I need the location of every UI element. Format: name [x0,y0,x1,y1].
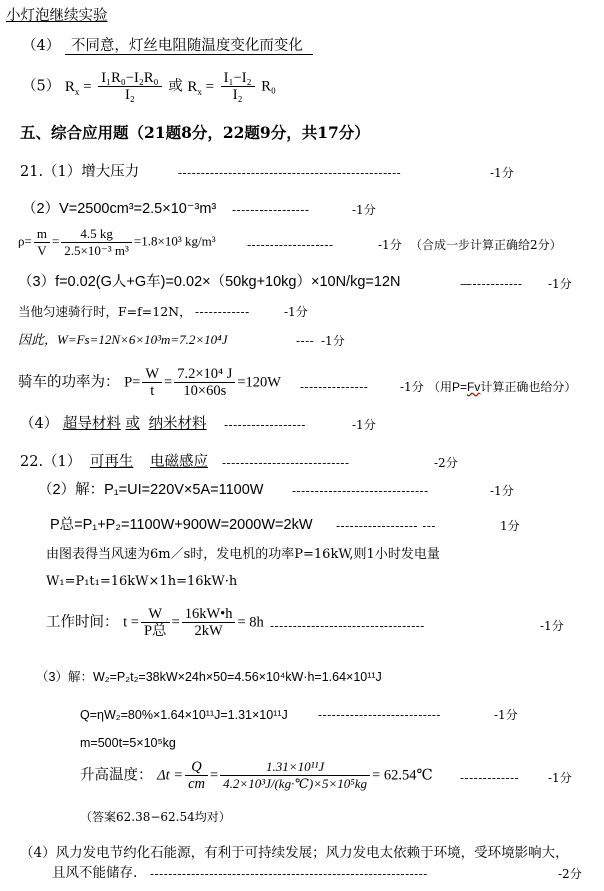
temp-numerator: 1.31×10¹¹J [220,759,370,776]
power-label: 骑车的功率为： [18,374,120,391]
power-note-b: 计算正确也给分） [480,380,577,394]
q22-4b-text: 且风不能储存. [52,865,138,881]
q21-3-score: -1分 [548,277,572,291]
r0-symbol: R₀ [261,78,276,95]
q21-3b-score: -1分 [284,305,308,319]
power-note-a: （用P= [428,380,468,394]
fraction-2 [221,70,255,103]
power-line [18,366,281,399]
rx-symbol: R [64,78,75,95]
q21-1-score: -1分 [490,166,514,180]
q22-2c-text: 由图表得当风速为6m／s时，发电机的功率P=16kW,则1小时发电量 [46,547,440,562]
rx-subscript: x [74,86,80,97]
q22-2b-text: P总=P₁+P₂=1100W+900W=2000W=2kW [50,517,313,533]
fraction-2-denominator: I₂ [232,87,243,103]
q22-4b-dashes: ------------------------------------------------------------- [150,867,428,881]
section-heading: 五、综合应用题（21题8分，22题9分，共17分） [20,123,370,142]
q21-2-score: -1分 [352,203,376,217]
work-time-line [46,606,264,639]
rho-value-fraction [61,226,132,259]
temp-note: （答案62.38−62.54均对） [80,810,231,824]
q22-2-score: -1分 [490,484,514,498]
q22-4b-score: -2分 [558,867,582,881]
temp-dashes: ------------- [460,771,520,785]
item-number: （4） [22,38,61,54]
q21-3b-text: 当他匀速骑行时，F=f=12N， [18,304,192,319]
q22-3b-dashes: --------------------------- [318,708,441,722]
or-text: 或 [168,78,183,95]
q22-3-text: （3）解：W₂=P₂t₂=38kW×24h×50=4.56×10⁴kW·h=1.64×10¹¹J [36,670,382,684]
equals: = [83,78,92,95]
power-symbol: P= [124,374,141,391]
temp-cm: cm [188,776,205,792]
rho-numerator: 4.5 kg [61,226,132,243]
q21-4-dashes: ------------------ [224,418,306,432]
q21-4-line [20,415,207,433]
work-p-total: P总 [143,623,167,639]
density-formula [18,226,216,259]
rho-result: =1.8×10³ kg/m³ [133,233,216,249]
answer-5-line [22,70,276,103]
q21-4-score: -1分 [352,418,376,432]
q21-3c-score: -1分 [321,334,345,348]
work-result: = 8h [237,614,264,631]
work-fraction [141,606,170,639]
equals: = [51,233,60,249]
power-score: -1分 [400,380,424,394]
q21-4-or: 或 [125,416,140,432]
q22-2-dashes: ------------------------------ [292,484,429,498]
q21-3c-text: 因此，W=Fs=12N×6×10³m=7.2×10⁴J [18,332,228,347]
temperature-label: 升高温度： [80,767,153,784]
q21-3-dashes: —----------- [460,277,523,291]
rho-lhs: ρ= [18,233,32,249]
work-w: W [141,606,170,623]
rx-symbol-2: $R_x$ = [187,78,215,97]
q22-2-text: （2）解：P₁=UI=220V×5A=1100W [38,482,264,498]
q22-1-score: -2分 [434,456,458,470]
equals: = [171,614,180,631]
fraction-1-denominator: I₂ [124,87,135,103]
work-time-label: 工作时间： [46,614,119,631]
rho-score: -1分 [378,238,402,252]
q21-1-line [20,163,139,181]
fraction-1 [98,70,161,103]
q22-1-answer-b: 电磁感应 [150,454,209,470]
equals: = [209,767,219,784]
q21-3-text: （3）f=0.02(G人+G车)=0.02×（50kg+10kg）×10N/kg=12N [18,274,401,290]
q22-2b-dashes: ------------------ --- [336,519,436,533]
q22-2d-text: W₁=P₁t₁=16kW×1h=16kW·h [46,574,238,589]
fraction-2-numerator: I₁−I₂ [221,70,255,87]
power-w: W [142,366,162,383]
power-t: t [150,383,155,399]
temperature-line [80,759,433,792]
q21-1-text: 21.（1）增大压力 [20,164,140,180]
item-number: （5） [22,78,61,95]
q22-2b-score: 1分 [500,519,520,533]
q22-3b-score: -1分 [494,708,518,722]
work-t-symbol: t = [123,614,139,631]
q22-1-line [20,453,208,471]
q21-4-answer-a: 超导材料 [62,416,121,432]
rho-dashes: ------------------- [247,238,334,252]
q22-1-answer-a: 可再生 [89,454,134,470]
q21-3c-dashes: ---- [296,334,315,348]
rho-v: V [37,243,47,258]
temp-value-fraction [220,759,370,792]
item-number: 22.（1） [20,454,82,470]
power-result: =120W [237,374,281,391]
q21-4-answer-b: 纳米材料 [148,416,207,432]
power-value-fraction [174,366,235,399]
q21-2-text: （2）V=2500cm³=2.5×10⁻³m³ [22,201,217,217]
q21-1-dashes: ------------------------------------------------- [178,166,402,180]
power-denominator: 10×60s [183,383,227,399]
rho-m: m [34,226,50,243]
rho-denominator: 2.5×10⁻³ m³ [64,243,129,258]
rho-fraction [34,226,50,259]
answer-4-text: 不同意，灯丝电阻随温度变化而变化 [65,39,313,55]
temp-fraction [185,759,208,792]
work-value-fraction [182,606,236,639]
power-numerator: 7.2×10⁴ J [174,366,235,383]
intro-line [6,7,108,25]
q22-3b-text: Q=ηW₂=80%×1.64×10¹¹J=1.31×10¹¹J [80,708,288,722]
answer-4-line [22,37,313,55]
temp-result: = 62.54℃ [372,767,433,784]
q22-4-text: （4）风力发电节约化石能源，有利于可持续发展；风力发电太依赖于环境，受环境影响大， [20,845,569,861]
temp-q: Q [185,759,208,776]
power-fraction [142,366,162,399]
work-dashes: ---------------------------------- [270,619,425,633]
item-number: （4） [20,416,59,432]
q21-3b-dashes: ------------ [195,305,250,319]
q21-2-dashes: ----------------- [232,203,310,217]
work-numerator: 16kW•h [182,606,236,623]
intro-text: 小灯泡继续实验 [6,8,108,24]
q22-3c-text: m=500t=5×10⁵kg [80,736,176,750]
work-score: -1分 [540,619,564,633]
power-note-fv: Fv [467,380,481,394]
power-note [428,378,576,396]
power-dashes: --------------- [300,380,369,394]
fraction-1-numerator: I₁R₀−I₂R₀ [98,70,161,87]
rho-note: （合成一步计算正确给2分） [410,238,562,252]
work-denominator: 2kW [194,623,223,639]
temp-denominator: 4.2×10³J/(kg·℃)×5×10⁵kg [223,776,368,791]
equals: = [164,374,173,391]
temp-score: -1分 [548,771,572,785]
delta-t-symbol: Δt = [157,767,184,784]
q22-1-dashes: ---------------------------- [222,456,350,470]
